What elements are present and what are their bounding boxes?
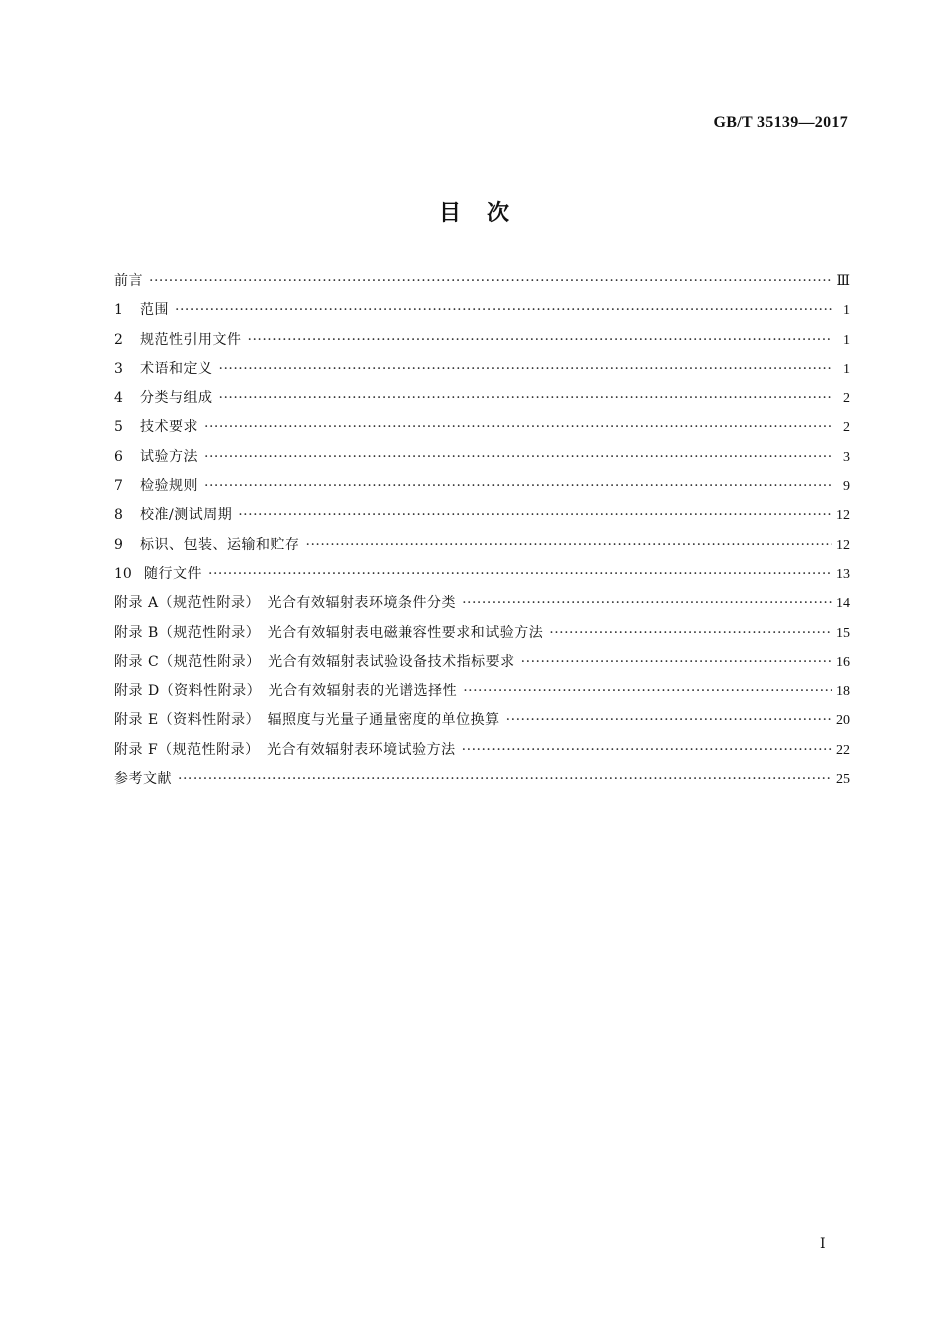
toc-entry-preface[interactable] [114,270,850,299]
toc-entry-annex-d[interactable] [114,680,850,709]
toc-entry-label: 附录 C（规范性附录） 光合有效辐射表试验设备技术指标要求 [114,653,515,670]
toc-title: 目 次 [438,201,511,226]
toc-entry-page: 2 [843,420,850,436]
toc-entry-marking-packaging[interactable] [114,534,850,563]
toc-dot-leader [462,742,832,758]
toc-entry-label: 检验规则 [140,478,198,495]
toc-dot-leader [178,771,832,787]
toc-dot-leader [506,712,832,728]
toc-dot-leader [208,566,832,582]
toc-entry-number: 2 [114,331,123,348]
toc-dot-leader [306,537,833,553]
toc-entry-bibliography[interactable] [114,768,850,797]
toc-entry-label: 术语和定义 [140,360,213,377]
toc-entry-annex-c[interactable] [114,651,850,680]
toc-entry-label: 附录 A（规范性附录） 光合有效辐射表环境条件分类 [114,595,457,612]
toc-entry-scope[interactable] [114,299,850,328]
toc-entry-number: 5 [114,419,123,436]
toc-entry-calibration-period[interactable] [114,504,850,533]
toc-entry-annex-b[interactable] [114,622,850,651]
toc-entry-annex-a[interactable] [114,592,850,621]
toc-entry-page: 18 [836,684,850,700]
toc-entry-technical-requirements[interactable] [114,416,850,445]
toc-entry-number: 9 [114,536,123,553]
toc-dot-leader [204,419,832,435]
page-number: Ⅰ [820,1237,826,1252]
toc-entry-number: 8 [114,507,123,524]
toc-entry-number: 1 [114,302,123,319]
toc-entry-page: 25 [836,772,850,788]
toc-entry-classification[interactable] [114,387,850,416]
toc-dot-leader [463,683,832,699]
toc-entry-label: 附录 E（资料性附录） 辐照度与光量子通量密度的单位换算 [114,712,500,729]
toc-entry-label: 附录 F（规范性附录） 光合有效辐射表环境试验方法 [114,741,456,758]
standard-code: GB/T 35139—2017 [713,114,848,131]
toc-entry-label: 参考文献 [114,771,172,788]
toc-entry-label: 分类与组成 [140,390,213,407]
toc-entry-page: 20 [836,713,850,729]
toc-entry-page: 3 [843,449,850,465]
toc-dot-leader [204,478,832,494]
toc-entry-page: 9 [843,479,850,495]
toc-entry-label: 试验方法 [140,448,198,465]
toc-entry-label: 前言 [114,273,143,289]
toc-dot-leader [248,332,833,348]
toc-dot-leader [238,507,832,523]
toc-dot-leader [462,595,832,611]
toc-dot-leader [175,302,832,318]
toc-entry-annex-f[interactable] [114,739,850,768]
toc-dot-leader [149,273,832,289]
toc-dot-leader [219,361,833,377]
toc-entry-page: 16 [836,654,850,670]
toc-entry-page: 12 [836,508,850,524]
toc-entry-label: 附录 B（规范性附录） 光合有效辐射表电磁兼容性要求和试验方法 [114,624,544,641]
toc-entry-number: 4 [114,390,123,407]
toc-entry-page: 1 [843,332,850,348]
toc-entry-page: 12 [836,537,850,553]
toc-entry-page: 14 [836,596,850,612]
toc-entry-page: 2 [843,391,850,407]
toc-entry-label: 附录 D（资料性附录） 光合有效辐射表的光谱选择性 [114,683,458,700]
toc-dot-leader [549,625,832,641]
toc-entry-number: 7 [114,478,123,495]
toc-dot-leader [521,654,832,670]
toc-entry-page: Ⅲ [836,274,850,289]
toc-entry-number: 3 [114,360,123,377]
toc-entry-label: 校准/测试周期 [140,507,233,524]
toc-entry-page: 1 [843,361,850,377]
toc-entry-label: 范围 [140,302,169,319]
toc-entry-accompanying-documents[interactable] [114,563,850,592]
toc-entry-page: 13 [836,566,850,582]
toc-entry-label: 标识、包装、运输和贮存 [140,536,300,553]
toc-entry-page: 1 [843,303,850,319]
toc-entry-annex-e[interactable] [114,709,850,738]
toc-entry-label: 随行文件 [144,565,202,582]
toc-entry-label: 规范性引用文件 [140,331,242,348]
toc-entry-number: 10 [114,565,132,582]
toc-entry-terms[interactable] [114,358,850,387]
toc-entry-test-methods[interactable] [114,446,850,475]
toc-entry-normative-references[interactable] [114,329,850,358]
toc-entry-number: 6 [114,448,123,465]
toc-entry-page: 22 [836,742,850,758]
toc-dot-leader [204,449,832,465]
toc-entry-inspection-rules[interactable] [114,475,850,504]
table-of-contents [114,270,850,797]
toc-entry-page: 15 [836,625,850,641]
toc-entry-label: 技术要求 [140,419,198,436]
toc-dot-leader [219,390,833,406]
